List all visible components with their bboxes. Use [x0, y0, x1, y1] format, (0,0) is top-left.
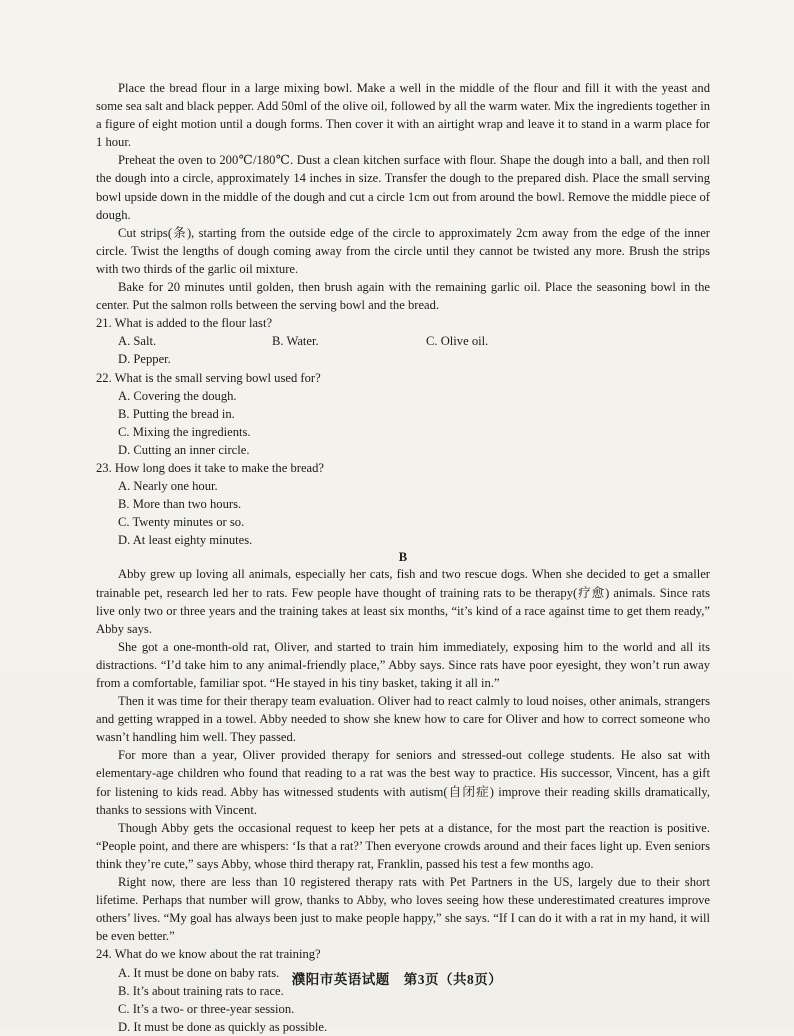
question-22-option-d: D. Cutting an inner circle.: [118, 442, 250, 457]
question-22-option-a: A. Covering the dough.: [118, 388, 237, 403]
question-22-options: [118, 387, 710, 459]
question-24-option-c: C. It’s a two- or three-year session.: [118, 1001, 295, 1016]
question-22-stem: 22. What is the small serving bowl used for?: [96, 370, 321, 385]
section-b-heading: B: [398, 550, 408, 565]
question-23-option-c: C. Twenty minutes or so.: [118, 515, 245, 530]
passage-b-paragraph-3: Then it was time for their therapy team evaluation. Oliver had to react calmly to loud noises, other animals, strangers and getting wrapped in a towel. Abby needed to show she knew how to care for Oliver and how to correct someone who wasn’t handling him well. They passed.: [96, 694, 710, 745]
passage-b-paragraph-2: She got a one-month-old rat, Oliver, and started to train him immediately, exposing him to the world and all its distractions. “I’d take him to any animal-friendly place,” Abby says. Since rats have poor eyesight, they won’t run away from a comfortable, familiar spot. “He stayed in his tiny basket, taking it all in.”: [96, 639, 710, 690]
question-23-options: [118, 477, 710, 549]
question-23-option-a: A. Nearly one hour.: [118, 479, 218, 494]
question-24-option-b: B. It’s about training rats to race.: [118, 983, 284, 998]
passage-b-paragraph-6: Right now, there are less than 10 registered therapy rats with Pet Partners in the US, largely due to their short lifetime. Perhaps that number will grow, thanks to Abby, who loves seeing how these underestimated creatures improve others’ lives. “My goal has always been just to make people happy,” she says. “If I can do it with a rat in my hand, it will be even better.”: [96, 875, 710, 944]
passage-b-paragraph-5: Though Abby gets the occasional request to keep her pets at a distance, for the most part the reaction is positive. “People point, and there are whispers: ‘Is that a rat?’ Then everyone crowds around and their faces light up. Even seniors think they’re cute,” says Abby, whose third therapy rat, Franklin, passed his test a few months ago.: [96, 820, 710, 871]
passage-a-paragraph-2: Preheat the oven to 200℃/180℃. Dust a clean kitchen surface with flour. Shape the dough into a ball, and then roll the dough into a circle, approximately 14 inches in size. Transfer the dough to the prepared dish. Place the small serving bowl upside down in the middle of the dough and cut a circle 1cm out from around the bowl. Remove the middle piece of dough.: [96, 153, 710, 222]
passage-a-paragraph-4: Bake for 20 minutes until golden, then brush again with the remaining garlic oil. Place the seasoning bowl in the center. Put the salmon rolls between the serving bowl and the bread.: [96, 280, 710, 313]
question-21-option-d: D. Pepper.: [118, 352, 171, 367]
question-24-option-a: A. It must be done on baby rats.: [118, 965, 280, 980]
question-21-option-a: A. Salt.: [118, 334, 157, 349]
passage-b-paragraph-4: For more than a year, Oliver provided therapy for seniors and stressed-out college students. He also sat with elementary-age children who found that reading to a rat was the best way to practice. His successor, Vincent, has a gift for listening to kids read. Abby has witnessed students with autism(自闭症) improve their reading skills dramatically, thanks to sessions with Vincent.: [96, 748, 710, 817]
question-21-option-c: C. Olive oil.: [426, 334, 489, 349]
question-21-stem: 21. What is added to the flour last?: [96, 316, 273, 331]
page-content: [96, 79, 710, 1036]
question-24-stem: 24. What do we know about the rat training?: [96, 947, 321, 962]
question-23-option-d: D. At least eighty minutes.: [118, 533, 253, 548]
question-21-option-b: B. Water.: [272, 334, 319, 349]
question-23-option-b: B. More than two hours.: [118, 497, 242, 512]
passage-b-paragraph-1: Abby grew up loving all animals, especially her cats, fish and two rescue dogs. When she decided to get a smaller trainable pet, research led her to rats. Few people have thought of training rats to be therapy(疗愈) animals. Since rats live only two or three years and the training takes at least six months, “it’s kind of a race against time to get them ready,” Abby says.: [96, 567, 710, 636]
question-21-options: [118, 332, 710, 368]
page-footer: 濮阳市英语试题 第3页（共8页）: [291, 972, 503, 987]
passage-a-paragraph-3: Cut strips(条), starting from the outside edge of the circle to approximately 2cm away from the edge of the inner circle. Twist the lengths of dough coming away from the circle until they cannot be twisted any more. Brush the strips with two thirds of the garlic oil mixture.: [96, 225, 710, 276]
question-23-stem: 23. How long does it take to make the bread?: [96, 460, 325, 475]
passage-a-paragraph-1: Place the bread flour in a large mixing bowl. Make a well in the middle of the flour and fill it with the yeast and some sea salt and black pepper. Add 50ml of the olive oil, followed by all the warm water. Mix the ingredients together in a figure of eight motion until a dough forms. Then cover it with an airtight wrap and leave it to stand in a warm place for 1 hour.: [96, 81, 710, 150]
question-24-option-d: D. It must be done as quickly as possible.: [118, 1019, 328, 1034]
question-22-option-b: B. Putting the bread in.: [118, 406, 235, 421]
question-22-option-c: C. Mixing the ingredients.: [118, 424, 251, 439]
